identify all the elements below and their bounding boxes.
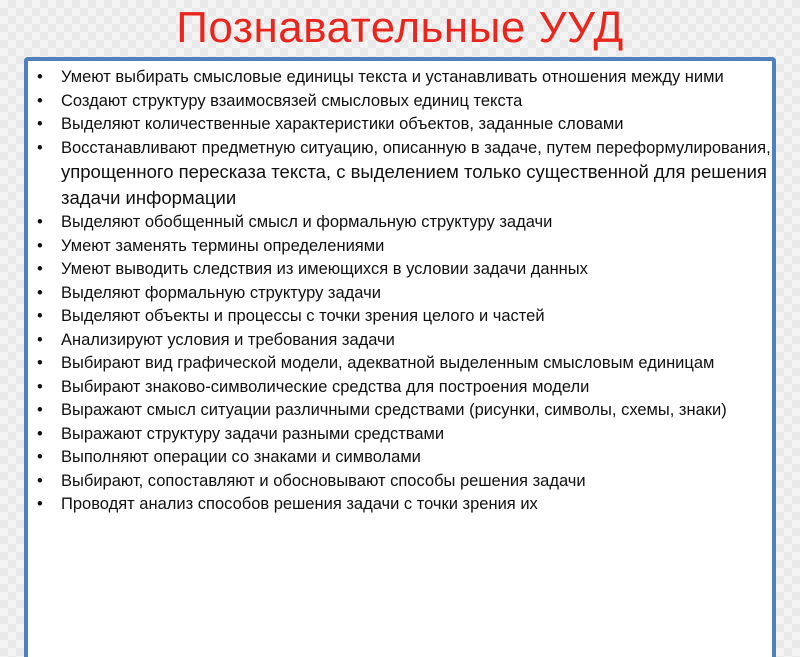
list-item: • Выбирают, сопоставляют и обосновывают способы решения задачи [32, 470, 772, 494]
bullet-list [32, 66, 772, 517]
bullet-icon: • [37, 307, 43, 325]
list-item: • Проводят анализ способов решения задачи с точки зрения их [32, 493, 772, 517]
list-item: • Выделяют обобщенный смысл и формальную структуру задачи [32, 211, 772, 235]
bullet-icon: • [37, 448, 43, 466]
list-item-emphasis: упрощенного пересказа текста, с выделением только существенной для решения задачи информации [61, 161, 767, 208]
list-item: • Умеют выбирать смысловые единицы текста и устанавливать отношения между ними [32, 66, 772, 90]
list-item: • Выбирают знаково-символические средства для построения модели [32, 376, 772, 400]
bullet-icon: • [37, 283, 43, 302]
bullet-icon: • [37, 115, 43, 133]
list-item: • Выражают смысл ситуации различными средствами (рисунки, символы, схемы, знаки) [32, 399, 772, 423]
bullet-icon: • [37, 68, 43, 86]
bullet-icon: • [37, 138, 43, 157]
bullet-icon: • [37, 91, 43, 110]
list-item: • Создают структуру взаимосвязей смысловых единиц текста [32, 90, 772, 114]
list-item: • Выделяют формальную структуру задачи [32, 282, 772, 306]
bullet-icon: • [37, 213, 43, 231]
list-item: • Выполняют операции со знаками и символами [32, 446, 772, 470]
bullet-icon: • [37, 495, 43, 513]
bullet-icon: • [37, 377, 43, 396]
slide-title: Познавательные УУД [176, 3, 624, 52]
bullet-icon: • [37, 260, 43, 278]
bullet-icon: • [37, 471, 43, 490]
list-item: • Выделяют объекты и процессы с точки зрения целого и частей [32, 305, 772, 329]
list-item: • Выражают структуру задачи разными средствами [32, 423, 772, 447]
list-item: • Умеют выводить следствия из имеющихся в условии задачи данных [32, 258, 772, 282]
list-item: • Выделяют количественные характеристики объектов, заданные словами [32, 113, 772, 137]
bullet-icon: • [37, 330, 43, 349]
list-item: • Анализируют условия и требования задачи [32, 329, 772, 353]
list-item: • Восстанавливают предметную ситуацию, описанную в задаче, путем переформулирования, упрощенного пересказа текста, с выделением только существенной для решения задачи информации [37, 138, 771, 208]
list-item: • Выбирают вид графической модели, адекватной выделенным смысловым единицам [32, 352, 772, 376]
bullet-icon: • [37, 354, 43, 372]
bullet-icon: • [37, 424, 43, 443]
list-item: • Умеют заменять термины определениями [32, 235, 772, 259]
bullet-icon: • [37, 401, 43, 419]
bullet-icon: • [37, 236, 43, 255]
